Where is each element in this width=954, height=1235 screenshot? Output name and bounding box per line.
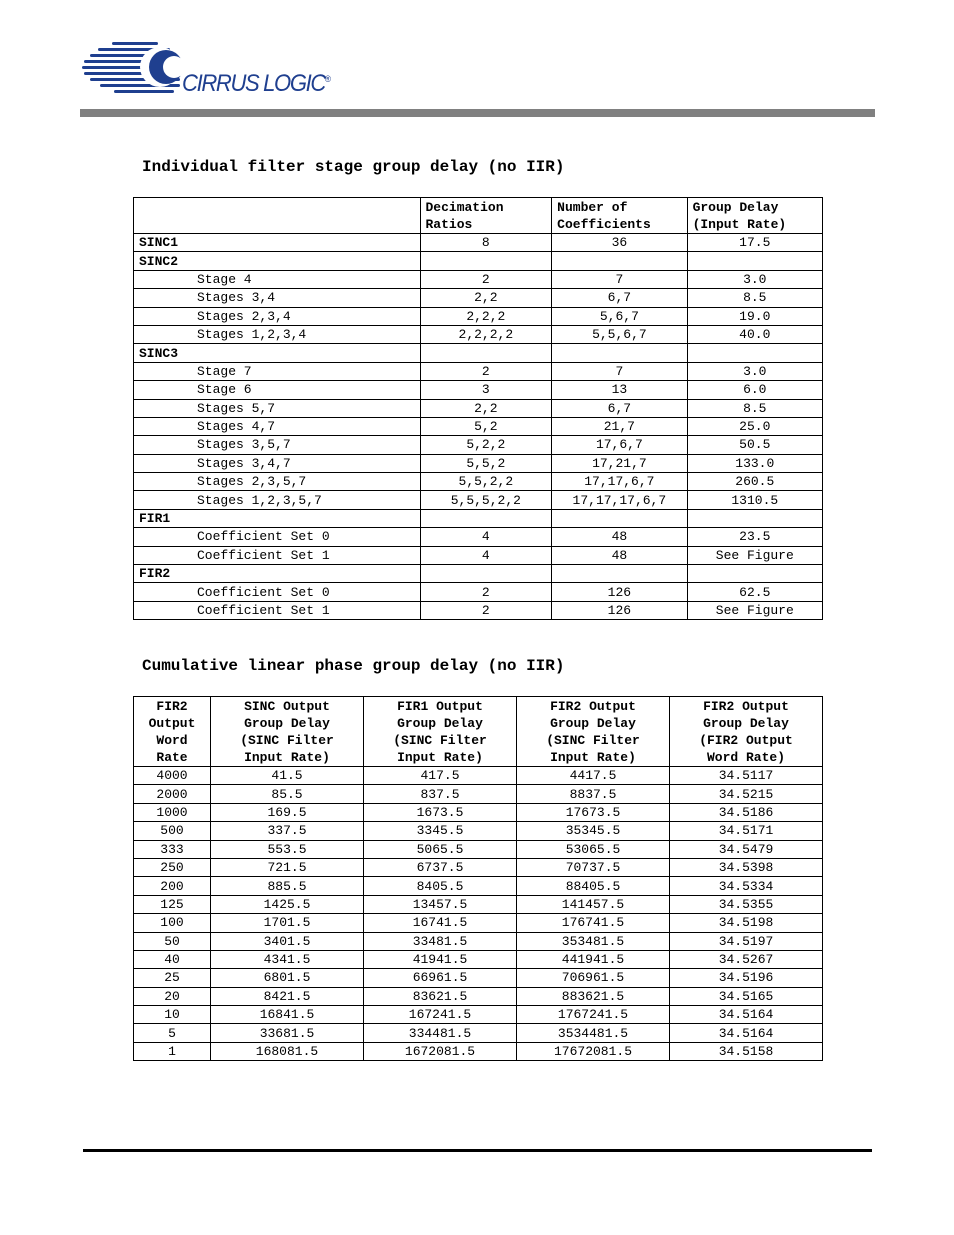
row-label: Stage 7 (134, 362, 421, 380)
coefficients-cell: 17,21,7 (552, 454, 687, 472)
table-cell: 17673.5 (517, 803, 670, 821)
decimation-cell: 5,5,2 (420, 454, 552, 472)
table-cell: 34.5198 (670, 914, 823, 932)
table-row (134, 785, 823, 803)
table-cell: 8421.5 (211, 987, 364, 1005)
coefficients-cell: 17,17,17,6,7 (552, 491, 687, 509)
table-cell: 40 (134, 950, 211, 968)
table-cell: 53065.5 (517, 840, 670, 858)
column-header (134, 198, 421, 234)
coefficients-cell: 17,6,7 (552, 436, 687, 454)
table-cell: 83621.5 (364, 987, 517, 1005)
table-cell: 167241.5 (364, 1006, 517, 1024)
table-cell: 500 (134, 822, 211, 840)
table-cell: 8837.5 (517, 785, 670, 803)
table-cell: 1767241.5 (517, 1006, 670, 1024)
registered-mark: ® (324, 74, 332, 84)
table-cell: 5065.5 (364, 840, 517, 858)
table-row (134, 601, 823, 619)
table-cell: 41.5 (211, 767, 364, 785)
group-delay-cell (687, 565, 822, 583)
table-cell: 169.5 (211, 803, 364, 821)
table-row (134, 381, 823, 399)
coefficients-cell (552, 509, 687, 527)
row-label: SINC1 (134, 234, 421, 252)
group-delay-cell (687, 344, 822, 362)
table-cell: 41941.5 (364, 950, 517, 968)
decimation-cell (420, 252, 552, 270)
table-cell: 34.5171 (670, 822, 823, 840)
group-delay-cell (687, 509, 822, 527)
group-delay-cell: 17.5 (687, 234, 822, 252)
group-row (134, 234, 823, 252)
table-cell: 1425.5 (211, 895, 364, 913)
footer-rule (83, 1149, 872, 1152)
table-row (134, 987, 823, 1005)
table-cell: 6737.5 (364, 858, 517, 876)
group-delay-cell: 8.5 (687, 399, 822, 417)
table-cell: 141457.5 (517, 895, 670, 913)
table-cell: 34.5479 (670, 840, 823, 858)
table-row (134, 325, 823, 343)
table-cell: 33681.5 (211, 1024, 364, 1042)
table-row (134, 822, 823, 840)
coefficients-cell (552, 252, 687, 270)
group-delay-cell: 260.5 (687, 473, 822, 491)
decimation-cell: 5,2,2 (420, 436, 552, 454)
table-cell: 553.5 (211, 840, 364, 858)
table-cell: 34.5158 (670, 1042, 823, 1060)
group-delay-cell: 133.0 (687, 454, 822, 472)
table-cell: 8405.5 (364, 877, 517, 895)
cirrus-logo-icon (82, 40, 192, 102)
decimation-cell: 2,2,2 (420, 307, 552, 325)
group-delay-cell: 19.0 (687, 307, 822, 325)
table-cell: 34.5398 (670, 858, 823, 876)
row-label: Coefficient Set 1 (134, 601, 421, 619)
table-cell: 4417.5 (517, 767, 670, 785)
table-row (134, 454, 823, 472)
table-cell: 33481.5 (364, 932, 517, 950)
column-header: FIR2 Output Group Delay (FIR2 Output Word Rate) (670, 697, 823, 767)
table-cell: 1673.5 (364, 803, 517, 821)
decimation-cell: 2,2 (420, 289, 552, 307)
table-cell: 34.5117 (670, 767, 823, 785)
row-label: FIR2 (134, 565, 421, 583)
table-row (134, 877, 823, 895)
coefficients-cell: 5,6,7 (552, 307, 687, 325)
row-label: FIR1 (134, 509, 421, 527)
table-cell: 34.5196 (670, 969, 823, 987)
table-row (134, 858, 823, 876)
row-label: Stages 1,2,3,4 (134, 325, 421, 343)
table-cell: 1701.5 (211, 914, 364, 932)
group-delay-cell: See Figure (687, 546, 822, 564)
table-cell: 837.5 (364, 785, 517, 803)
coefficients-cell: 48 (552, 546, 687, 564)
decimation-cell (420, 565, 552, 583)
table-cell: 50 (134, 932, 211, 950)
table-row (134, 1006, 823, 1024)
table-row (134, 491, 823, 509)
coefficients-cell: 7 (552, 362, 687, 380)
table-cell: 3534481.5 (517, 1024, 670, 1042)
row-label: Stages 3,5,7 (134, 436, 421, 454)
coefficients-cell: 7 (552, 270, 687, 288)
row-label: Coefficient Set 1 (134, 546, 421, 564)
group-row (134, 509, 823, 527)
table-row (134, 473, 823, 491)
table-cell: 16841.5 (211, 1006, 364, 1024)
coefficients-cell: 13 (552, 381, 687, 399)
row-label: Stages 3,4 (134, 289, 421, 307)
table-cell: 20 (134, 987, 211, 1005)
row-label: Coefficient Set 0 (134, 528, 421, 546)
table-cell: 34.5164 (670, 1006, 823, 1024)
table-row (134, 932, 823, 950)
table-cell: 10 (134, 1006, 211, 1024)
group-delay-cell: 3.0 (687, 270, 822, 288)
table-row (134, 1042, 823, 1060)
table-cell: 885.5 (211, 877, 364, 895)
table-row (134, 307, 823, 325)
table-row (134, 950, 823, 968)
table-cell: 417.5 (364, 767, 517, 785)
table-row (134, 399, 823, 417)
coefficients-cell: 48 (552, 528, 687, 546)
table-cell: 34.5197 (670, 932, 823, 950)
table-row (134, 767, 823, 785)
column-header: FIR1 Output Group Delay (SINC Filter Input Rate) (364, 697, 517, 767)
table-cell: 200 (134, 877, 211, 895)
table-row (134, 289, 823, 307)
group-delay-cell: 3.0 (687, 362, 822, 380)
group-delay-cell: 23.5 (687, 528, 822, 546)
table-cell: 4341.5 (211, 950, 364, 968)
column-header: Number of Coefficients (552, 198, 687, 234)
table-cell: 721.5 (211, 858, 364, 876)
table-cell: 34.5334 (670, 877, 823, 895)
table-row (134, 436, 823, 454)
decimation-cell: 2,2 (420, 399, 552, 417)
coefficients-cell: 126 (552, 583, 687, 601)
group-row (134, 565, 823, 583)
column-header: Decimation Ratios (420, 198, 552, 234)
row-label: Stages 2,3,5,7 (134, 473, 421, 491)
decimation-cell: 2 (420, 583, 552, 601)
table-row (134, 583, 823, 601)
row-label: Stages 3,4,7 (134, 454, 421, 472)
decimation-cell: 5,2 (420, 417, 552, 435)
group-delay-cell: 25.0 (687, 417, 822, 435)
table-row (134, 895, 823, 913)
table-row (134, 803, 823, 821)
table-cell: 66961.5 (364, 969, 517, 987)
table-row (134, 546, 823, 564)
decimation-cell: 2,2,2,2 (420, 325, 552, 343)
row-label: Stages 5,7 (134, 399, 421, 417)
decimation-cell: 5,5,5,2,2 (420, 491, 552, 509)
table2-title: Cumulative linear phase group delay (no IIR) (142, 657, 565, 675)
decimation-cell: 2 (420, 362, 552, 380)
decimation-cell: 4 (420, 528, 552, 546)
coefficients-cell: 21,7 (552, 417, 687, 435)
table-row (134, 969, 823, 987)
table-cell: 337.5 (211, 822, 364, 840)
table-cell: 34.5164 (670, 1024, 823, 1042)
group-delay-cell (687, 252, 822, 270)
table-cell: 3401.5 (211, 932, 364, 950)
coefficients-cell: 36 (552, 234, 687, 252)
decimation-cell: 2 (420, 601, 552, 619)
table-cell: 100 (134, 914, 211, 932)
table-cell: 70737.5 (517, 858, 670, 876)
coefficients-cell (552, 565, 687, 583)
cirrus-logic-logo (82, 40, 372, 102)
cumulative-delay-table (133, 696, 823, 1061)
group-row (134, 344, 823, 362)
coefficients-cell: 126 (552, 601, 687, 619)
group-delay-cell: 62.5 (687, 583, 822, 601)
row-label: Stages 2,3,4 (134, 307, 421, 325)
row-label: Stage 4 (134, 270, 421, 288)
table1-title: Individual filter stage group delay (no IIR) (142, 158, 565, 176)
group-delay-cell: 1310.5 (687, 491, 822, 509)
table-cell: 13457.5 (364, 895, 517, 913)
table-cell: 6801.5 (211, 969, 364, 987)
table-cell: 334481.5 (364, 1024, 517, 1042)
table-cell: 1 (134, 1042, 211, 1060)
row-label: SINC3 (134, 344, 421, 362)
column-header: Group Delay (Input Rate) (687, 198, 822, 234)
table-row (134, 1024, 823, 1042)
decimation-cell: 3 (420, 381, 552, 399)
row-label: Stages 4,7 (134, 417, 421, 435)
table-cell: 5 (134, 1024, 211, 1042)
table-row (134, 417, 823, 435)
table-row (134, 270, 823, 288)
table-cell: 441941.5 (517, 950, 670, 968)
group-delay-cell: 6.0 (687, 381, 822, 399)
coefficients-cell: 17,17,6,7 (552, 473, 687, 491)
table-cell: 706961.5 (517, 969, 670, 987)
group-delay-cell: See Figure (687, 601, 822, 619)
table-cell: 16741.5 (364, 914, 517, 932)
row-label: Coefficient Set 0 (134, 583, 421, 601)
table-cell: 168081.5 (211, 1042, 364, 1060)
decimation-cell: 2 (420, 270, 552, 288)
group-delay-cell: 8.5 (687, 289, 822, 307)
table-cell: 353481.5 (517, 932, 670, 950)
table-cell: 34.5267 (670, 950, 823, 968)
table-cell: 3345.5 (364, 822, 517, 840)
group-delay-cell: 40.0 (687, 325, 822, 343)
table-cell: 35345.5 (517, 822, 670, 840)
table-cell: 4000 (134, 767, 211, 785)
table-cell: 1672081.5 (364, 1042, 517, 1060)
table-cell: 333 (134, 840, 211, 858)
decimation-cell (420, 344, 552, 362)
table-cell: 125 (134, 895, 211, 913)
decimation-cell (420, 509, 552, 527)
table-row (134, 914, 823, 932)
table-cell: 34.5215 (670, 785, 823, 803)
row-label: Stages 1,2,3,5,7 (134, 491, 421, 509)
table-cell: 250 (134, 858, 211, 876)
decimation-cell: 4 (420, 546, 552, 564)
row-label: SINC2 (134, 252, 421, 270)
decimation-cell: 5,5,2,2 (420, 473, 552, 491)
row-label: Stage 6 (134, 381, 421, 399)
coefficients-cell (552, 344, 687, 362)
coefficients-cell: 5,5,6,7 (552, 325, 687, 343)
table-cell: 88405.5 (517, 877, 670, 895)
table-cell: 17672081.5 (517, 1042, 670, 1060)
table-cell: 176741.5 (517, 914, 670, 932)
group-delay-cell: 50.5 (687, 436, 822, 454)
table-cell: 34.5355 (670, 895, 823, 913)
decimation-cell: 8 (420, 234, 552, 252)
table-cell: 85.5 (211, 785, 364, 803)
table-cell: 883621.5 (517, 987, 670, 1005)
column-header: FIR2 Output Group Delay (SINC Filter Input Rate) (517, 697, 670, 767)
column-header: SINC Output Group Delay (SINC Filter Input Rate) (211, 697, 364, 767)
coefficients-cell: 6,7 (552, 289, 687, 307)
table-row (134, 362, 823, 380)
brand-name: CIRRUS LOGIC (182, 70, 325, 97)
group-row (134, 252, 823, 270)
table-row (134, 840, 823, 858)
table-row (134, 528, 823, 546)
table-cell: 2000 (134, 785, 211, 803)
table-cell: 34.5165 (670, 987, 823, 1005)
table-cell: 1000 (134, 803, 211, 821)
table-cell: 34.5186 (670, 803, 823, 821)
table-cell: 25 (134, 969, 211, 987)
filter-stage-delay-table (133, 197, 823, 620)
header-bar (80, 109, 875, 117)
coefficients-cell: 6,7 (552, 399, 687, 417)
column-header: FIR2 Output Word Rate (134, 697, 211, 767)
